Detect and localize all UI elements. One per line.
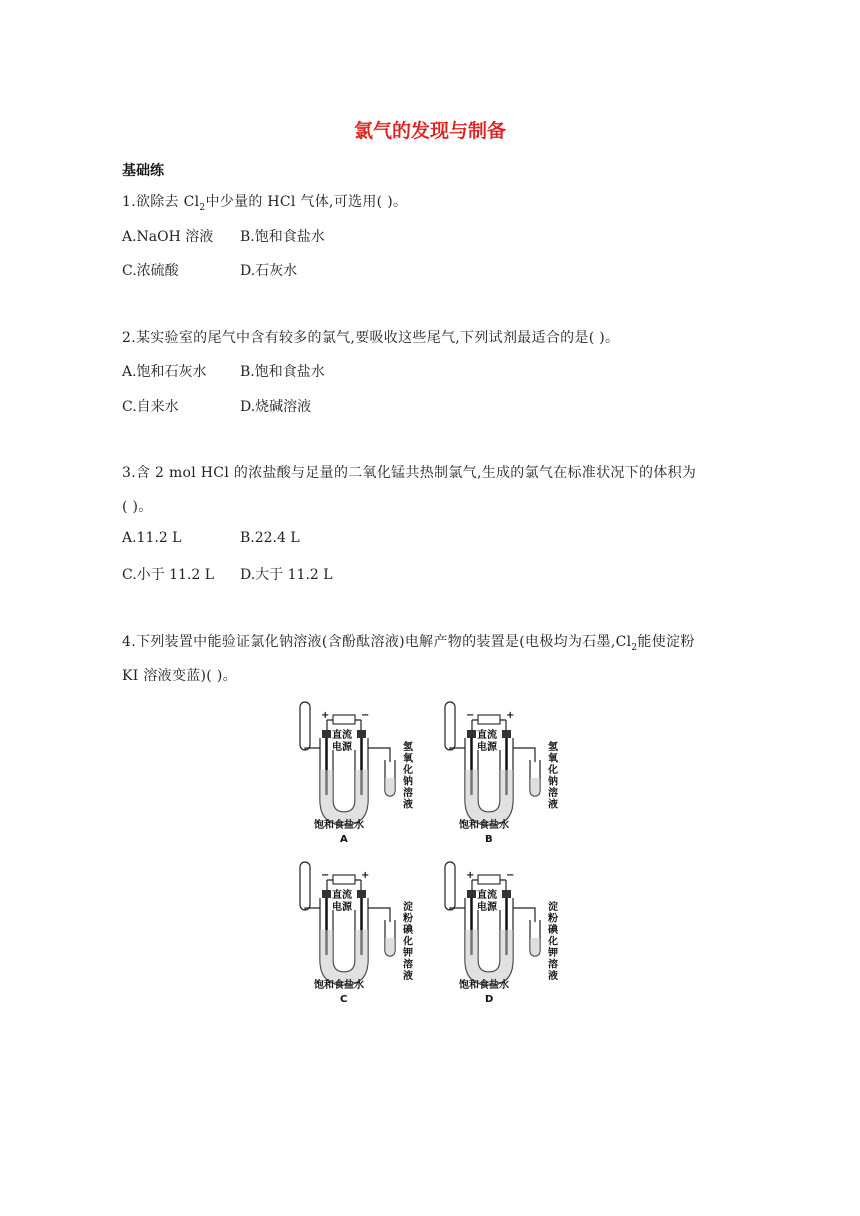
- right-terminal-sign: +: [361, 870, 370, 881]
- side-label-char: 液: [403, 971, 413, 982]
- apparatus-c: [290, 850, 435, 1005]
- question-1-stem: [122, 191, 407, 213]
- salt-solution: [320, 930, 368, 985]
- solution-label: 饱和食盐水: [314, 980, 364, 991]
- q1-option-b: B.饱和食盐水: [240, 229, 325, 245]
- gas-collection-tube: [300, 702, 310, 750]
- side-label-char: 溶: [548, 959, 558, 971]
- side-label-char: 溶: [403, 788, 413, 799]
- right-terminal-sign: −: [361, 710, 370, 721]
- side-label-char: 淀: [548, 902, 558, 913]
- test-tube-solution: [530, 938, 540, 956]
- u-tube-inner: [478, 750, 500, 812]
- right-delivery-tube: [513, 748, 535, 762]
- q3-option-b: B.22.4 L: [240, 530, 300, 546]
- left-stopper: [467, 890, 476, 898]
- q4-stem-pre: 4.下列装置中能验证氯化钠溶液(含酚酞溶液)电解产物的装置是(电极均为石墨,Cl: [122, 634, 632, 650]
- q1-option-d: D.石灰水: [240, 263, 298, 279]
- q1-subscript: 2: [199, 202, 206, 213]
- right-stopper: [502, 890, 511, 898]
- power-source-box: [333, 715, 355, 724]
- solution-label: 饱和食盐水: [459, 980, 509, 991]
- apparatus-letter: D: [485, 994, 494, 1005]
- power-label-line-2: 电源: [332, 742, 352, 753]
- q3-option-d: D.大于 11.2 L: [240, 567, 333, 583]
- apparatus-b: [435, 690, 580, 845]
- side-label-char: 化: [403, 765, 413, 776]
- gas-collection-tube: [300, 862, 310, 910]
- right-terminal-sign: +: [506, 710, 515, 721]
- test-tube-solution: [385, 938, 395, 956]
- left-stopper: [322, 730, 331, 738]
- power-source-box: [478, 715, 500, 724]
- q3-option-c: C.小于 11.2 L: [122, 567, 215, 583]
- q1-option-c: C.浓硫酸: [122, 263, 179, 279]
- apparatus-diagram: [435, 690, 580, 845]
- page-title: 氯气的发现与制备: [353, 120, 506, 142]
- side-label-char: 氧: [403, 753, 413, 765]
- side-label-char: 粉: [548, 913, 558, 925]
- q2-option-a: A.饱和石灰水: [122, 364, 207, 380]
- right-stopper: [502, 730, 511, 738]
- test-tube-solution: [530, 778, 540, 796]
- power-label-line-2: 电源: [332, 902, 352, 913]
- q3-option-a: A.11.2 L: [122, 530, 182, 546]
- q4-stem-post: 能使淀粉: [637, 634, 695, 650]
- left-stopper: [467, 730, 476, 738]
- section-heading: 基础练: [122, 163, 164, 179]
- left-stopper: [322, 890, 331, 898]
- question-3-stem-line-1: 3.含 2 mol HCl 的浓盐酸与足量的二氧化锰共热制氯气,生成的氯气在标准状况下的体积为: [122, 465, 697, 481]
- left-terminal-sign: +: [466, 870, 475, 881]
- left-terminal-sign: −: [466, 710, 475, 721]
- side-label-char: 氢: [403, 742, 413, 753]
- test-tube-solution: [385, 778, 395, 796]
- gas-collection-tube: [445, 702, 455, 750]
- apparatus-d: [435, 850, 580, 1005]
- q2-option-c: C.自来水: [122, 399, 179, 415]
- right-terminal-sign: −: [506, 870, 515, 881]
- side-label-char: 化: [548, 936, 558, 948]
- power-label-line-1: 直流: [477, 730, 497, 741]
- side-label-char: 氢: [548, 742, 558, 753]
- side-label-char: 氧: [548, 753, 558, 765]
- apparatus-letter: B: [485, 834, 493, 845]
- power-label-line-2: 电源: [477, 742, 497, 753]
- side-label-char: 化: [548, 765, 558, 776]
- salt-solution: [320, 770, 368, 825]
- power-source-box: [478, 875, 500, 884]
- side-label-char: 液: [548, 799, 558, 811]
- apparatus-diagram: [290, 850, 435, 1005]
- q4-subscript: 2: [631, 642, 638, 653]
- side-label-char: 液: [548, 971, 558, 982]
- u-tube-inner: [478, 910, 500, 972]
- side-label-char: 碘: [403, 925, 413, 936]
- apparatus-letter: C: [340, 994, 348, 1005]
- power-label-line-1: 直流: [332, 730, 352, 741]
- apparatus-letter: A: [340, 834, 348, 845]
- q2-option-d: D.烧碱溶液: [240, 399, 312, 415]
- side-label-char: 化: [403, 936, 413, 948]
- right-stopper: [357, 890, 366, 898]
- side-label-char: 液: [403, 799, 413, 811]
- side-label-char: 钠: [403, 776, 413, 788]
- power-label-line-2: 电源: [477, 902, 497, 913]
- apparatus-a: [290, 690, 435, 845]
- right-delivery-tube: [368, 748, 390, 762]
- side-label-char: 钠: [548, 776, 558, 788]
- salt-solution: [465, 930, 513, 985]
- left-terminal-sign: −: [321, 870, 330, 881]
- gas-collection-tube: [445, 862, 455, 910]
- side-label-char: 溶: [403, 959, 413, 971]
- salt-solution: [465, 770, 513, 825]
- question-4-stem-line-1: [122, 631, 695, 653]
- question-4-stem-line-2: KI 溶液变蓝)( )。: [122, 668, 237, 684]
- electrolysis-figure: [290, 690, 580, 1005]
- q1-stem-post: 中少量的 HCl 气体,可选用( )。: [205, 194, 408, 210]
- apparatus-diagram: [290, 690, 435, 845]
- side-label-char: 碘: [548, 925, 558, 936]
- side-label-char: 粉: [403, 913, 413, 925]
- side-label-char: 钾: [548, 948, 558, 959]
- side-label-char: 溶: [548, 788, 558, 799]
- right-delivery-tube: [513, 908, 535, 922]
- right-stopper: [357, 730, 366, 738]
- q2-option-b: B.饱和食盐水: [240, 364, 325, 380]
- power-label-line-1: 直流: [332, 890, 352, 901]
- solution-label: 饱和食盐水: [314, 820, 364, 831]
- question-2-stem: 2.某实验室的尾气中含有较多的氯气,要吸收这些尾气,下列试剂最适合的是( )。: [122, 330, 620, 346]
- q1-option-a: A.NaOH 溶液: [122, 229, 214, 245]
- question-3-stem-line-2: ( )。: [122, 499, 153, 515]
- u-tube-inner: [333, 910, 355, 972]
- u-tube-inner: [333, 750, 355, 812]
- apparatus-diagram: [435, 850, 580, 1005]
- left-terminal-sign: +: [321, 710, 330, 721]
- power-source-box: [333, 875, 355, 884]
- power-label-line-1: 直流: [477, 890, 497, 901]
- solution-label: 饱和食盐水: [459, 820, 509, 831]
- side-label-char: 钾: [403, 948, 413, 959]
- side-label-char: 淀: [403, 902, 413, 913]
- right-delivery-tube: [368, 908, 390, 922]
- q1-stem-pre: 1.欲除去 Cl: [122, 194, 200, 210]
